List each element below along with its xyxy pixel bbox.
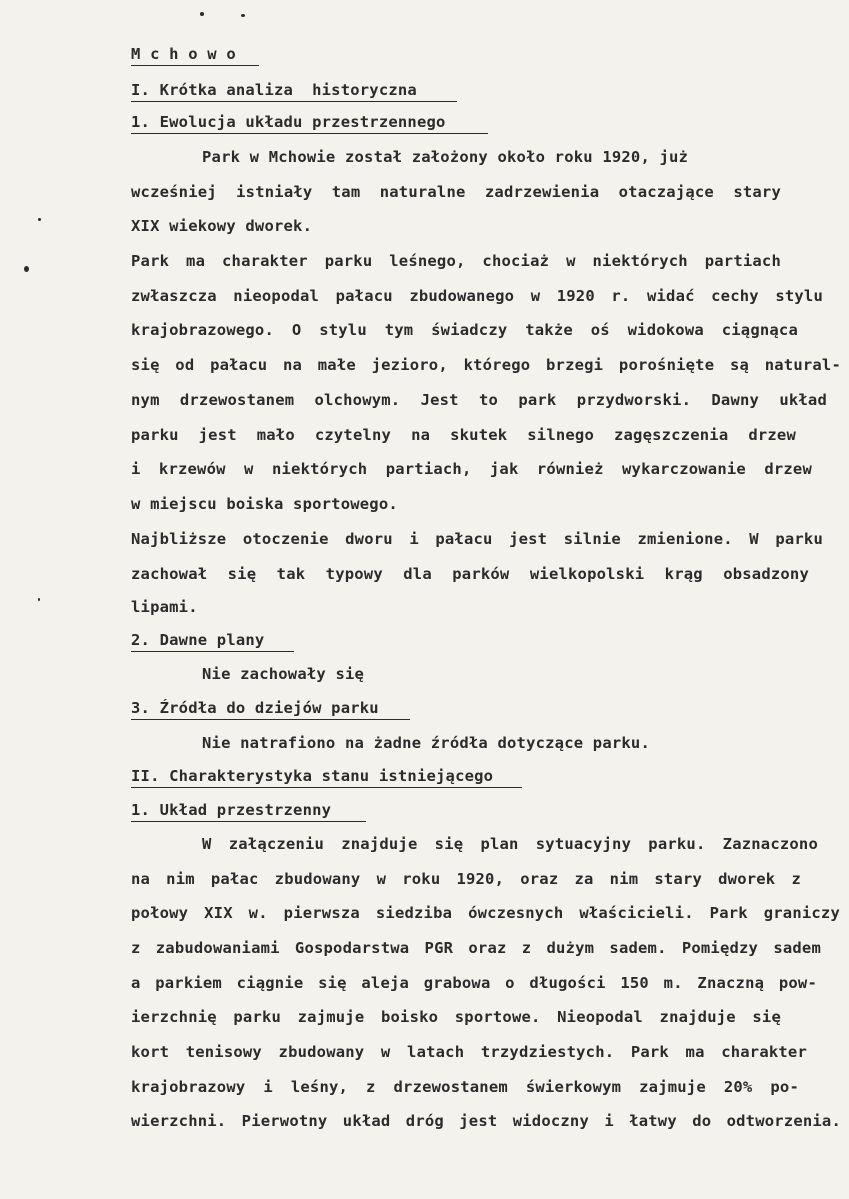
subsection-heading: 1. Ewolucja układu przestrzennego xyxy=(131,112,488,134)
paragraph-line: a parkiem ciągnie się aleja grabowa o długości 150 m. Znaczną pow- xyxy=(131,974,817,992)
paragraph-line: krajobrazowy i leśny, z drzewostanem świerkowym zajmuje 20% po- xyxy=(131,1078,799,1096)
section-heading: I. Krótka analiza historyczna xyxy=(131,80,457,102)
paragraph-line: wierzchni. Pierwotny układ dróg jest widoczny i łatwy do odtworzenia. xyxy=(131,1112,841,1130)
paragraph-line: W załączeniu znajduje się plan sytuacyjny parku. Zaznaczono xyxy=(202,835,818,853)
paragraph-line: kort tenisowy zbudowany w latach trzydziestych. Park ma charakter xyxy=(131,1043,807,1061)
subsection-heading: 3. Źródła do dziejów parku xyxy=(131,698,410,720)
paragraph-line: Najbliższe otoczenie dworu i pałacu jest silnie zmienione. W parku xyxy=(131,530,823,548)
paragraph-line: Nie natrafiono na żadne źródła dotyczące parku. xyxy=(202,734,650,752)
paragraph-line: w miejscu boiska sportowego. xyxy=(131,495,398,513)
subsection-heading: 2. Dawne plany xyxy=(131,630,294,652)
section-heading: II. Charakterystyka stanu istniejącego xyxy=(131,766,522,788)
paragraph-line: na nim pałac zbudowany w roku 1920, oraz za nim stary dworek z xyxy=(131,870,801,888)
paragraph-line: zachował się tak typowy dla parków wielkopolski krąg obsadzony xyxy=(131,565,809,583)
scan-mark xyxy=(241,14,245,17)
paragraph-line: krajobrazowego. O stylu tym świadczy także oś widokowa ciągnąca xyxy=(131,321,798,339)
paragraph-line: XIX wiekowy dworek. xyxy=(131,217,313,235)
paragraph-line: parku jest mało czytelny na skutek silnego zagęszczenia drzew xyxy=(131,426,796,444)
scan-mark xyxy=(38,218,41,221)
paragraph-line: i krzewów w niektórych partiach, jak również wykarczowanie drzew xyxy=(131,460,812,478)
scan-mark xyxy=(200,12,204,16)
paragraph-line: z zabudowaniami Gospodarstwa PGR oraz z dużym sadem. Pomiędzy sadem xyxy=(131,939,821,957)
paragraph-line: Park ma charakter parku leśnego, chociaż w niektórych partiach xyxy=(131,252,781,270)
paragraph-line: się od pałacu na małe jezioro, którego brzegi porośnięte są natural- xyxy=(131,356,841,374)
paragraph-line: Nie zachowały się xyxy=(202,665,365,683)
paragraph-line: połowy XIX w. pierwsza siedziba ówczesnych właścicieli. Park graniczy xyxy=(131,904,840,922)
subsection-heading: 1. Układ przestrzenny xyxy=(131,800,366,822)
scan-mark xyxy=(24,266,29,272)
paragraph-line: wcześniej istniały tam naturalne zadrzewienia otaczające stary xyxy=(131,183,781,201)
paragraph-line: Park w Mchowie został założony około roku 1920, już xyxy=(202,148,689,166)
paragraph-line: nym drzewostanem olchowym. Jest to park przydworski. Dawny układ xyxy=(131,391,827,409)
document-title: M c h o w o xyxy=(131,44,259,66)
paragraph-line: zwłaszcza nieopodal pałacu zbudowanego w 1920 r. widać cechy stylu xyxy=(131,287,823,305)
paragraph-line: lipami. xyxy=(131,598,198,616)
scan-mark xyxy=(38,598,40,601)
paragraph-line: ierzchnię parku zajmuje boisko sportowe. Nieopodal znajduje się xyxy=(131,1008,781,1026)
